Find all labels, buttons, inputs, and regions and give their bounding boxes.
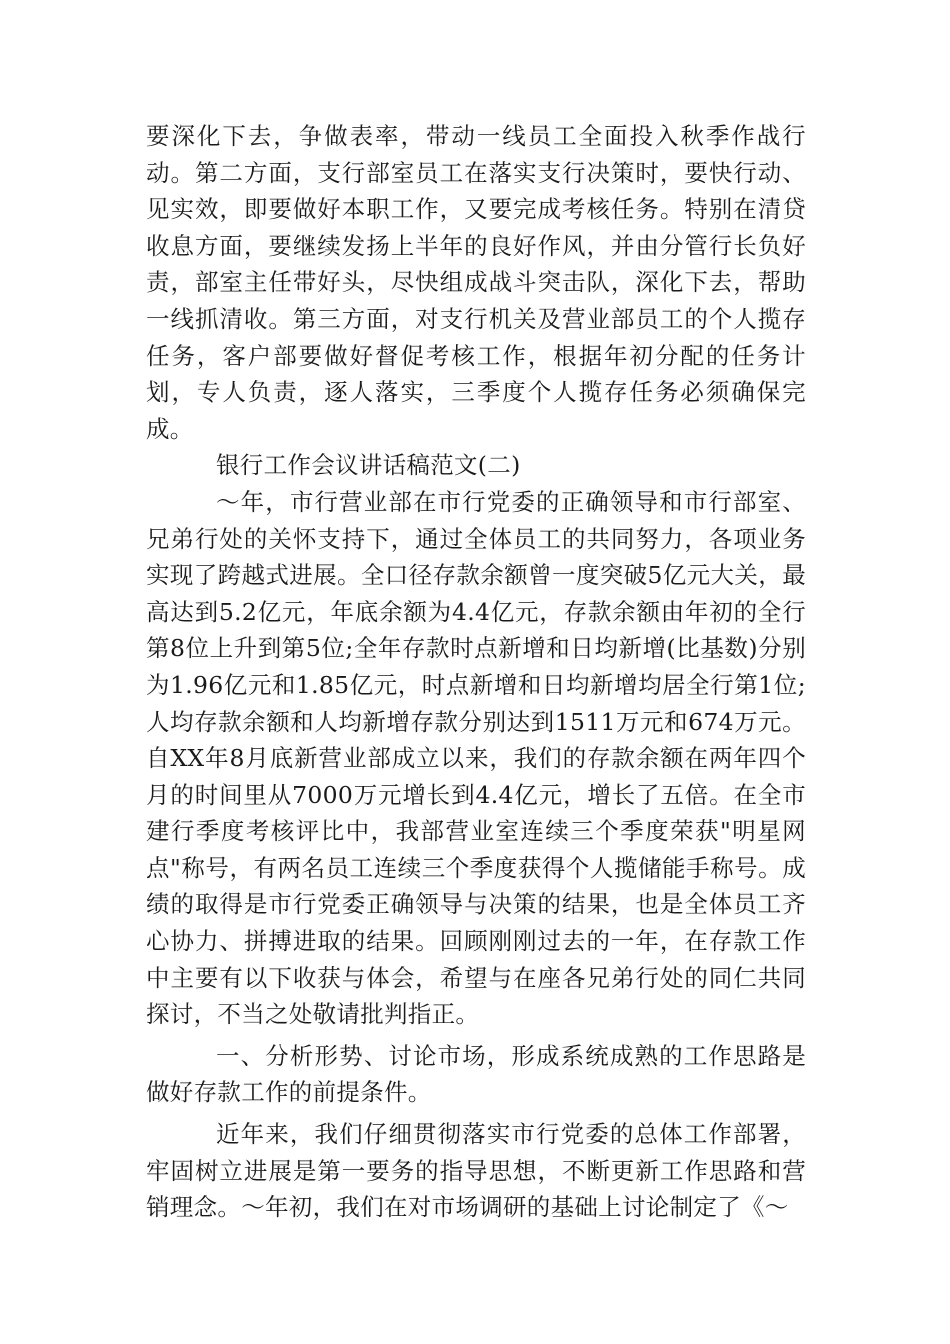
body-paragraph: 要深化下去，争做表率，带动一线员工全面投入秋季作战行动。第二方面，支行部室员工在落实支行决策时，要快行动、见实效，即要做好本职工作，又要完成考核任务。特别在清贷收息方面，要继续发扬上半年的良好作风，并由分管行长负好责，部室主任带好头，尽快组成战斗突击队，深化下去，帮助一线抓清收。第三方面，对支行机关及营业部员工的个人揽存任务，客户部要做好督促考核工作，根据年初分配的任务计划，专人负责，逐人落实，三季度个人揽存任务必须确保完成。 [146,122,806,443]
section-heading: 银行工作会议讲话稿范文(二) [216,451,521,480]
body-paragraph: ～年，市行营业部在市行党委的正确领导和市行部室、兄弟行处的关怀支持下，通过全体员工的共同努力，各项业务实现了跨越式进展。全口径存款余额曾一度突破5亿元大关，最高达到5.2亿元，年底余额为4.4亿元，存款余额由年初的全行第8位上升到第5位;全年存款时点新增和日均新增(比基数)分别为1.96亿元和1.85亿元，时点新增和日均新增均居全行第1位;人均存款余额和人均新增存款分别达到1511万元和674万元。自XX年8月底新营业部成立以来，我们的存款余额在两年四个月的时间里从7000万元增长到4.4亿元，增长了五倍。在全市建行季度考核评比中，我部营业室连续三个季度荣获"明星网点"称号，有两名员工连续三个季度获得个人揽储能手称号。成绩的取得是市行党委正确领导与决策的结果，也是全体员工齐心协力、拼搏进取的结果。回顾刚刚过去的一年，在存款工作中主要有以下收获与体会，希望与在座各兄弟行处的同仁共同探讨，不当之处敬请批判指正。 [146,487,806,1029]
body-paragraph: 近年来，我们仔细贯彻落实市行党委的总体工作部署，牢固树立进展是第一要务的指导思想，不断更新工作思路和营销理念。～年初，我们在对市场调研的基础上讨论制定了《～ [146,1120,806,1222]
document-body [146,118,806,1226]
section-point-heading: 一、分析形势、讨论市场，形成系统成熟的工作思路是做好存款工作的前提条件。 [146,1041,806,1107]
